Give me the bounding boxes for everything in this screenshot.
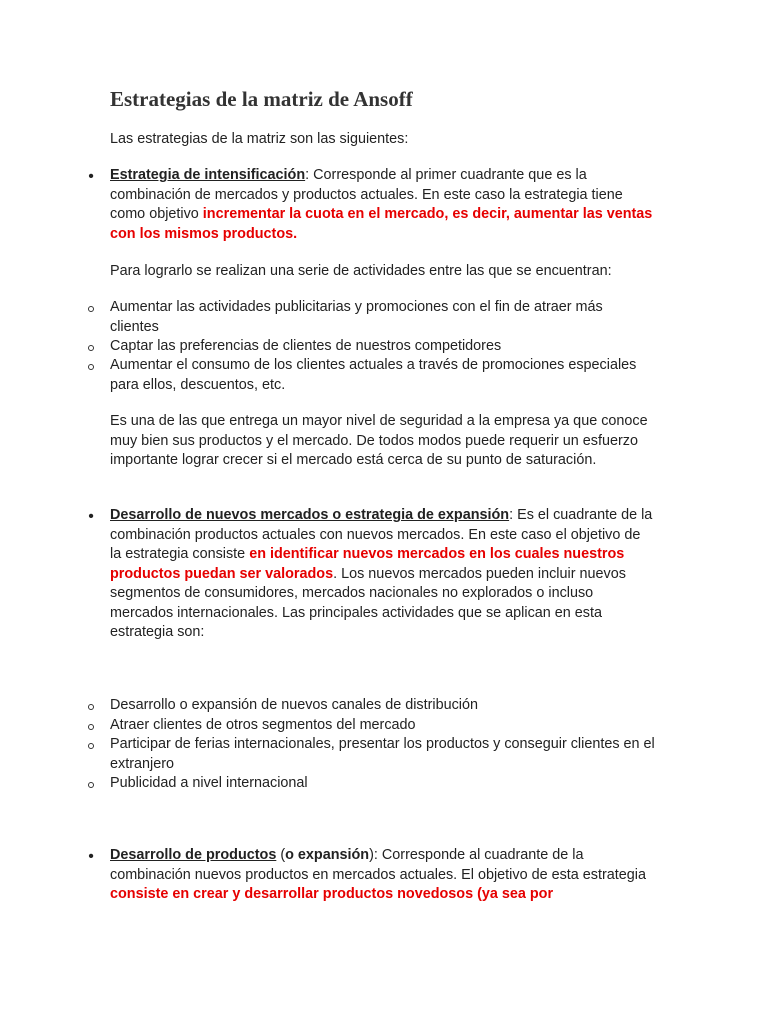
circle-bullet [86, 298, 96, 318]
activities-lead: Para lograrlo se realizan una serie de actividades entre las que se encuentran: [110, 263, 612, 279]
highlight-text: en identificar nuevos mercados en los cuales nuestros productos puedan ser valorados [110, 546, 625, 582]
section-text: ): Corresponde al cuadrante de la combinación nuevos productos en mercados actuales. El objetivo de esta estrategia [110, 847, 646, 883]
list-item: Desarrollo o expansión de nuevos canales de distribución [110, 697, 478, 713]
section-text: : Corresponde al primer cuadrante que es la combinación de mercados y productos actuales. En este caso la estrategia tiene como objetivo [110, 167, 623, 222]
section-heading: Estrategia de intensificación [110, 167, 306, 183]
page-title: Estrategias de la matriz de Ansoff [110, 87, 413, 111]
closing-paragraph: Es una de las que entrega un mayor nivel de seguridad a la empresa ya que conoce muy bien sus productos y el mercado. De todos modos puede requerir un esfuerzo importante lograr crecer si el mercado está cerca de su punto de saturación. [110, 413, 648, 468]
circle-bullet [86, 716, 96, 736]
list-item: Aumentar el consumo de los clientes actuales a través de promociones especiales para ellos, descuentos, etc. [110, 357, 637, 393]
list-item: Publicidad a nivel internacional [110, 775, 308, 791]
circle-bullet [86, 735, 96, 755]
section-intensificacion [110, 166, 655, 244]
bullet-dot: • [88, 848, 94, 865]
section-bold-text: o expansión [285, 847, 370, 863]
highlight-text: incrementar la cuota en el mercado, es decir, aumentar las ventas con los mismos productos. [110, 206, 653, 242]
section-heading: Desarrollo de nuevos mercados o estrategia de expansión [110, 507, 510, 523]
section-nuevos-mercados [110, 506, 655, 643]
section-heading: Desarrollo de productos [110, 847, 277, 863]
bullet-dot: • [88, 508, 94, 525]
section-text: : Es el cuadrante de la combinación productos actuales con nuevos mercados. En este caso el objetivo de la estrategia consiste [110, 507, 653, 562]
circle-bullet [86, 774, 96, 794]
bullet-dot: • [88, 168, 94, 185]
circle-bullet [86, 696, 96, 716]
list-item: Atraer clientes de otros segmentos del mercado [110, 717, 416, 733]
section-text: . Los nuevos mercados pueden incluir nuevos segmentos de consumidores, mercados nacionales no explorados o incluso mercados internacionales. Las principales actividades que se aplican en esta estrategia son: [110, 565, 626, 640]
list-item: Captar las preferencias de clientes de nuestros competidores [110, 338, 502, 354]
list-item: Participar de ferias internacionales, presentar los productos y conseguir clientes en el extranjero [110, 736, 655, 772]
section-text: ( [276, 847, 286, 863]
circle-bullet [86, 337, 96, 357]
section-desarrollo-productos [110, 846, 655, 905]
highlight-text: consiste en crear y desarrollar productos novedosos (ya sea por [110, 886, 554, 902]
list-item: Aumentar las actividades publicitarias y promociones con el fin de atraer más clientes [110, 299, 603, 335]
intro-paragraph: Las estrategias de la matriz son las siguientes: [110, 131, 409, 147]
circle-bullet [86, 356, 96, 376]
